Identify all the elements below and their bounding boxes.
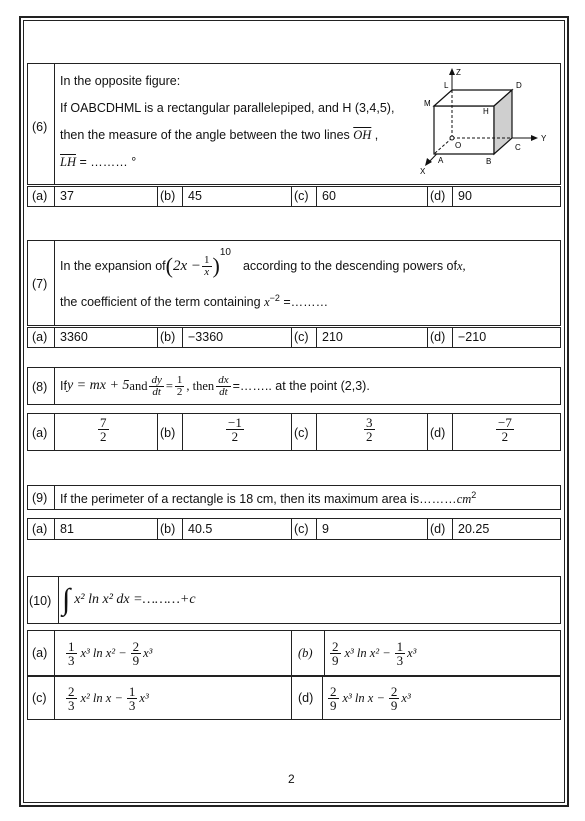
fig-label-l: L bbox=[444, 81, 449, 90]
q9-question-text: If the perimeter of a rectangle is 18 cm, then its maximum area $is\dots\dots\dots cm^2$ bbox=[60, 490, 477, 507]
page-number: 2 bbox=[288, 772, 295, 786]
q9-option-a-label: (a) bbox=[32, 522, 48, 536]
q10-option-d-label: (d) bbox=[298, 691, 314, 705]
fig-label-x: X bbox=[420, 167, 426, 176]
q9-option-b-value[interactable]: 40.5 bbox=[188, 522, 213, 536]
fig-label-h: H bbox=[483, 107, 489, 116]
q8-option-c-value[interactable]: $\frac{3}{2}$ bbox=[366, 415, 373, 444]
q10-option-a-label: (a) bbox=[32, 646, 48, 660]
q8-option-a-label: (a) bbox=[32, 426, 48, 440]
q8-number: (8) bbox=[32, 380, 48, 394]
q7-line1: In the expansion of ( 2x − $\frac{1}{x}$ ) 10 according to the descending powers of x, bbox=[60, 247, 466, 278]
fig-label-z: Z bbox=[456, 68, 461, 77]
q7-option-b-label: (b) bbox=[160, 330, 176, 344]
q10-option-c-label: (c) bbox=[32, 691, 47, 705]
q8-option-d-value[interactable]: $\frac{-7}{2}$ bbox=[498, 415, 512, 444]
q7-option-d-label: (d) bbox=[430, 330, 446, 344]
q9-option-c-label: (c) bbox=[294, 522, 309, 536]
q8-option-c-label: (c) bbox=[294, 426, 309, 440]
q8-option-d-label: (d) bbox=[430, 426, 446, 440]
q10-option-d-value[interactable]: $\frac{2}{9}$ x³ ln x − $\frac{2}{9}$ x³ bbox=[330, 683, 411, 713]
fig-label-a: A bbox=[438, 156, 444, 165]
fig-label-d: D bbox=[516, 81, 522, 90]
q6-option-a-label: (a) bbox=[32, 189, 48, 203]
q10-number: (10) bbox=[29, 594, 52, 608]
q7-option-c-value[interactable]: 210 bbox=[322, 330, 343, 344]
q7-option-a-value[interactable]: 3360 bbox=[60, 330, 88, 344]
q8-option-a-value[interactable]: $\frac{7}{2}$ bbox=[100, 415, 107, 444]
fig-label-c: C bbox=[515, 143, 521, 152]
q6-option-d-label: (d) bbox=[430, 189, 446, 203]
q6-parallelepiped-figure bbox=[410, 66, 560, 181]
q6-option-b-value[interactable]: 45 bbox=[188, 189, 202, 203]
q9-option-b-label: (b) bbox=[160, 522, 176, 536]
fig-label-o: O bbox=[455, 141, 462, 150]
q7-option-c-label: (c) bbox=[294, 330, 309, 344]
q10-option-a-value[interactable]: $\frac{1}{3}$ x³ ln x² − $\frac{2}{9}$ x³ bbox=[68, 638, 153, 668]
q7-option-a-label: (a) bbox=[32, 330, 48, 344]
q9-option-d-label: (d) bbox=[430, 522, 446, 536]
q6-line-oh: $\overline{OH}$ bbox=[353, 128, 372, 142]
fig-label-b: B bbox=[486, 157, 492, 166]
q7-option-d-value[interactable]: −210 bbox=[458, 330, 487, 344]
q6-option-b-label: (b) bbox=[160, 189, 176, 203]
q9-option-a-value[interactable]: 81 bbox=[60, 522, 74, 536]
q9-option-c-value[interactable]: 9 bbox=[322, 522, 329, 536]
q6-line2: If OABCDHML is a rectangular parallelepiped, and H (3,4,5), bbox=[60, 101, 395, 115]
q6-option-c-label: (c) bbox=[294, 189, 309, 203]
q9-option-d-value[interactable]: 20.25 bbox=[458, 522, 490, 536]
integral-sign: ∫ bbox=[62, 583, 71, 616]
q10-option-c-value[interactable]: $\frac{2}{3}$ x² ln x − $\frac{1}{3}$ x³ bbox=[68, 683, 149, 713]
q6-line-lh: $\overline{LH}$ bbox=[60, 155, 76, 169]
q10-question-text: ∫ x² ln x² dx =………+c bbox=[62, 583, 196, 616]
q6-option-a-value[interactable]: 37 bbox=[60, 189, 74, 203]
fig-label-y: Y bbox=[541, 134, 547, 143]
q6-line1: In the opposite figure: bbox=[60, 74, 181, 88]
q7-number: (7) bbox=[32, 277, 48, 291]
q8-question-text: If y = mx + 5 and $\frac{dy}{dt}$ = $\frac{1}{2}$ , then $\frac{dx}{dt}$ =…….. at the point (2,3). bbox=[60, 373, 370, 398]
q7-option-b-value[interactable]: −3360 bbox=[188, 330, 224, 344]
q8-option-b-label: (b) bbox=[160, 426, 176, 440]
fig-label-m: M bbox=[424, 99, 431, 108]
q6-option-c-value[interactable]: 60 bbox=[322, 189, 336, 203]
q7-line2: the coefficient of the term containing $x^{-2}$ =……… bbox=[60, 293, 329, 310]
q6-option-d-value[interactable]: 90 bbox=[458, 189, 472, 203]
q7-exponent: 10 bbox=[219, 247, 231, 258]
q9-number: (9) bbox=[32, 491, 48, 505]
q8-option-b-value[interactable]: $\frac{-1}{2}$ bbox=[228, 415, 242, 444]
q6-number: (6) bbox=[32, 120, 48, 134]
q6-line4: $\overline{LH}$ = ……… ° bbox=[60, 155, 137, 169]
q10-option-b-label: (b) bbox=[298, 646, 313, 660]
q10-option-b-value[interactable]: $\frac{2}{9}$ x³ ln x² − $\frac{1}{3}$ x³ bbox=[332, 638, 417, 668]
q6-line3: then the measure of the angle between the two lines $\overline{OH}$ , bbox=[60, 128, 379, 142]
